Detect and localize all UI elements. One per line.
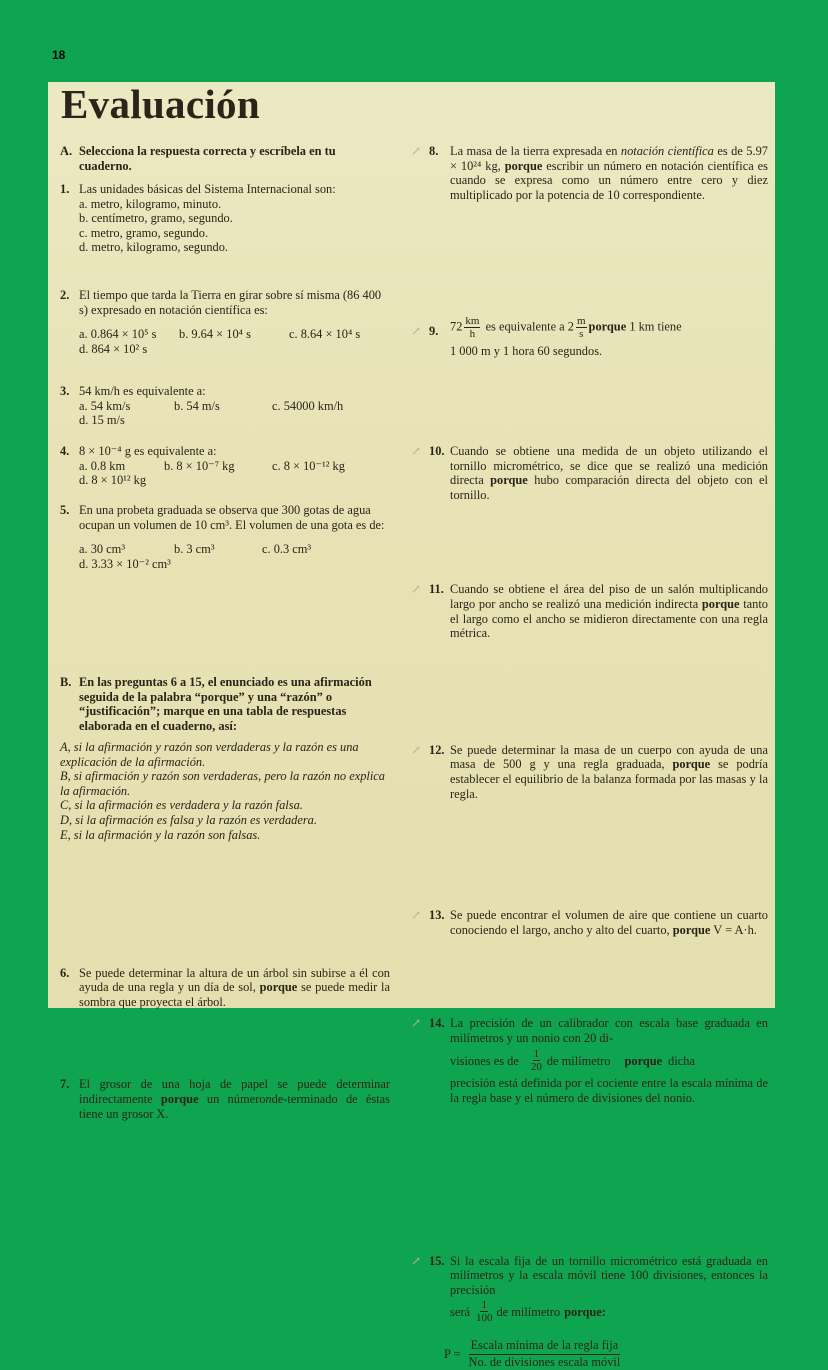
margin-mark-icon: ↗	[411, 742, 422, 757]
q7-porque: porque	[160, 1091, 199, 1106]
q1-number: 1.	[60, 182, 70, 196]
q14-fraction	[531, 1048, 542, 1073]
evaluation-sheet	[48, 81, 775, 1370]
question-5	[60, 503, 390, 571]
q10-pre: Cuando se obtiene una medida de un objeto utilizando el tornillo micrométrico, se dice que se realizó una medición directa	[450, 443, 768, 488]
q5-option-a: a. 30 cm³	[79, 542, 126, 557]
q9-number: 9.	[429, 324, 439, 339]
q4-text: 8 × 10⁻⁴ g es equivalente a:	[79, 444, 217, 458]
q8-post: escribir un número en notación científica es cuando se expresa como un número entre cero y diez multiplicado por la potencia de 10 correspondiente.	[450, 158, 768, 202]
question-6	[60, 966, 390, 1010]
answer-key-c: C, si la afirmación es verdadera y la razón falsa.	[60, 798, 303, 813]
q2-option-c: c. 8.64 × 10⁴ s	[289, 327, 361, 342]
q3-option-b: b. 54 m/s	[174, 398, 220, 413]
q13-pre: Se puede encontrar el volumen de aire que contiene un cuarto conociendo el largo, ancho y alto del cuarto,	[450, 908, 768, 937]
answer-key-d: D, si la afirmación es falsa y la razón es verdadera.	[60, 812, 317, 827]
q15-number: 15.	[429, 1253, 445, 1268]
left-column	[60, 144, 391, 1121]
q9-line2: 1 000 m y 1 hora 60 segundos.	[450, 344, 603, 359]
precision-formula	[444, 1338, 768, 1369]
q15-frac-top: 1	[481, 1299, 487, 1312]
question-8	[411, 144, 768, 202]
q12-pre: Se puede determinar la masa de un cuerpo con ayuda de una masa de 500 g y una regla graduada,	[450, 742, 768, 772]
q7-mid: un número	[206, 1091, 266, 1106]
q8-mid: es de 5.97 × 10²⁴ kg,	[450, 144, 768, 173]
q9-frac1-bottom: h	[469, 328, 476, 341]
q9-porque: porque	[588, 319, 627, 334]
q13-post: V = A·h.	[713, 922, 757, 937]
q9-frac1-top: km	[465, 315, 480, 328]
question-13	[411, 908, 768, 937]
q14-number: 14.	[429, 1016, 445, 1031]
question-14	[411, 1016, 768, 1106]
q9-frac2-bottom: s	[579, 328, 584, 341]
q11-post: tanto el largo como el ancho se midieron directamente con una regla métrica.	[450, 596, 768, 641]
q13-number: 13.	[429, 908, 445, 923]
question-4	[60, 444, 390, 488]
q9-value: 72	[450, 319, 463, 334]
q13-porque: porque	[672, 922, 711, 937]
margin-mark-icon: ↗	[411, 324, 422, 339]
margin-mark-icon: ↗	[411, 1016, 422, 1031]
question-10	[411, 443, 768, 502]
q1-option-d: d. metro, kilogramo, segundo.	[79, 240, 229, 255]
q4-option-b: b. 8 × 10⁻⁷ kg	[164, 458, 235, 473]
q14-post: precisión está definida por el cociente entre la escala mínima de la regla base y el número de divisiones del nonio.	[450, 1076, 768, 1106]
q14-line2-end: dicha	[668, 1053, 695, 1068]
q5-option-b: b. 3 cm³	[174, 542, 215, 557]
q11-pre: Cuando se obtiene el área del piso de un salón multiplicando largo por ancho se realizó una medición indirecta	[450, 582, 768, 611]
question-12	[411, 742, 768, 801]
q4-option-d: d. 8 × 10¹² kg	[79, 473, 147, 488]
margin-mark-icon: ↗	[411, 582, 422, 597]
q3-option-a: a. 54 km/s	[79, 398, 131, 413]
q15-line2-post: de milímetro	[496, 1304, 561, 1319]
section-a-letter: A.	[60, 144, 73, 158]
q3-number: 3.	[60, 384, 70, 398]
page-number: 18	[52, 48, 66, 62]
q8-porque: porque	[504, 158, 543, 173]
right-column	[411, 144, 768, 1370]
q6-porque: porque	[259, 980, 298, 995]
q1-option-c: c. metro, gramo, segundo.	[79, 225, 209, 240]
q15-porque: porque:	[564, 1304, 606, 1319]
q5-number: 5.	[60, 503, 70, 517]
q10-number: 10.	[429, 443, 445, 458]
q15-fraction	[476, 1299, 493, 1324]
q14-line2-post: de milímetro	[546, 1053, 611, 1068]
q12-number: 12.	[429, 742, 445, 757]
q14-frac-bottom: 20	[530, 1061, 542, 1074]
formula-fraction	[469, 1338, 621, 1369]
q7-pre: El grosor de una hoja de papel se puede determinar indirectamente	[79, 1077, 390, 1106]
q14-porque: porque	[624, 1053, 663, 1068]
formula-numerator: Escala mínima de la regla fija	[469, 1338, 621, 1355]
q5-text: En una probeta graduada se observa que 300 gotas de agua ocupan un volumen de 10 cm³. El volumen de una gota es de:	[79, 503, 385, 532]
q6-post: se puede medir la sombra que proyecta el árbol.	[79, 980, 390, 1009]
q14-pre: La precisión de un calibrador con escala base graduada en milímetros y un nonio con 20 di-	[450, 1016, 768, 1045]
q5-option-c: c. 0.3 cm³	[262, 542, 312, 557]
question-1	[60, 182, 390, 255]
q8-term: notación científica	[620, 144, 714, 158]
section-b-letter: B.	[60, 675, 72, 690]
q7-number: 7.	[60, 1077, 70, 1092]
q4-option-a: a. 0.8 km	[79, 458, 126, 473]
q9-mid: es equivalente a 2	[485, 319, 574, 334]
section-a-text: Selecciona la respuesta correcta y escríbela en tu cuaderno.	[79, 144, 336, 173]
section-b-text: En las preguntas 6 a 15, el enunciado es una afirmación seguida de la palabra “porque” y una “razón” o “justificación”; marque en una tabla de respuestas elaborada en el cuaderno, así:	[79, 675, 372, 733]
answer-key-b: B, si afirmación y razón son verdaderas, pero la razón no explica la afirmación.	[60, 769, 385, 798]
q5-option-d: d. 3.33 × 10⁻² cm³	[79, 556, 171, 571]
q7-n: n	[265, 1091, 272, 1106]
q15-frac-bottom: 100	[475, 1312, 493, 1325]
question-15	[411, 1253, 768, 1370]
q2-option-a: a. 0.864 × 10⁵ s	[79, 327, 157, 342]
q4-number: 4.	[60, 444, 70, 458]
q11-number: 11.	[429, 582, 444, 597]
question-3	[60, 384, 390, 428]
q9-fraction-m-s	[576, 315, 587, 340]
margin-mark-icon: ↗	[411, 908, 422, 923]
q7-post: de-terminado de éstas tiene un grosor X.	[79, 1091, 391, 1121]
question-9	[411, 315, 768, 359]
q2-option-b: b. 9.64 × 10⁴ s	[179, 327, 251, 342]
q9-post: 1 km tiene	[629, 319, 682, 334]
q10-post: hubo comparación directa del objeto con el tornillo.	[450, 473, 768, 502]
answer-key-e: E, si la afirmación y la razón son falsas.	[60, 827, 261, 842]
section-b-heading	[60, 675, 390, 733]
q6-number: 6.	[60, 965, 70, 980]
answer-key-a: A, si la afirmación y razón son verdaderas y la razón es una explicación de la afirmación.	[60, 740, 359, 769]
q3-option-c: c. 54000 km/h	[272, 398, 344, 413]
question-2	[60, 288, 390, 356]
q15-line2-pre: será	[450, 1304, 470, 1319]
question-7	[60, 1077, 390, 1121]
q6-pre: Se puede determinar la altura de un árbol sin subirse a él con ayuda de una regla y un día de sol,	[79, 965, 390, 995]
q11-porque: porque	[701, 596, 740, 611]
q1-option-a: a. metro, kilogramo, minuto.	[79, 196, 222, 211]
q2-text: El tiempo que tarda la Tierra en girar sobre sí misma (86 400 s) expresado en notación científica es:	[79, 288, 382, 317]
formula-denominator: No. de divisiones escala móvil	[468, 1355, 621, 1370]
q4-option-c: c. 8 × 10⁻¹² kg	[272, 458, 345, 473]
q3-text: 54 km/h es equivalente a:	[79, 384, 206, 398]
answer-key-list	[60, 740, 390, 842]
q8-pre: La masa de la tierra expresada en	[450, 144, 618, 158]
q15-pre: Si la escala fija de un tornillo micrométrico está graduada en milímetros y la escala móvil tiene 100 divisiones, entonces la precisión	[450, 1253, 768, 1297]
q2-option-d: d. 864 × 10² s	[79, 341, 148, 356]
question-11	[411, 582, 768, 641]
page-title: Evaluación	[61, 81, 260, 127]
q14-line2-pre: visiones es de	[450, 1053, 519, 1068]
formula-lhs: P =	[444, 1346, 461, 1361]
q9-frac2-top: m	[576, 315, 586, 328]
q10-porque: porque	[490, 473, 528, 488]
q14-frac-top: 1	[533, 1048, 540, 1061]
margin-mark-icon: ↗	[411, 1253, 422, 1268]
q9-fraction-km-h	[464, 315, 480, 340]
section-a-heading	[60, 144, 390, 173]
q1-option-b: b. centímetro, gramo, segundo.	[79, 211, 233, 226]
margin-mark-icon: ↗	[411, 144, 422, 158]
q3-option-d: d. 15 m/s	[79, 413, 125, 428]
q12-porque: porque	[672, 757, 711, 772]
q1-text: Las unidades básicas del Sistema Internacional son:	[79, 182, 336, 196]
margin-mark-icon: ↗	[411, 443, 422, 458]
q12-post: se podría establecer el equilibrio de la balanza formada por las masas y la regla.	[450, 757, 768, 801]
q8-number: 8.	[429, 144, 439, 158]
q2-number: 2.	[60, 288, 70, 302]
